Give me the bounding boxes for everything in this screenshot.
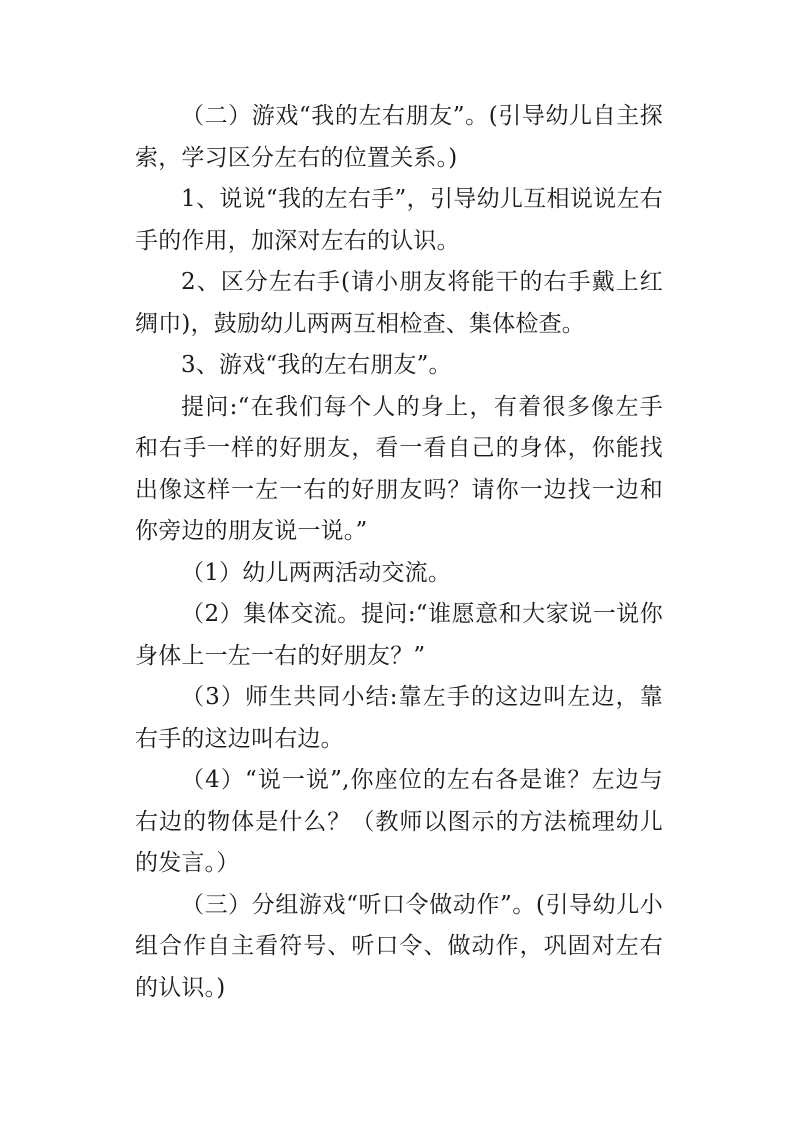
step-paragraph: 2、区分左右手(请小朋友将能干的右手戴上红绸巾)，鼓励幼儿两两互相检查、集体检查。: [135, 269, 663, 337]
substep-paragraph: （4）“说一说”,你座位的左右各是谁？左边与右边的物体是什么？（教师以图示的方法梳理幼儿的发言。）: [135, 767, 663, 876]
substep-paragraph: （3）师生共同小结:靠左手的这边叫左边，靠右手的这边叫右边。: [135, 684, 663, 752]
section-heading-group-game: （三）分组游戏“听口令做动作”。(引导幼儿小组合作自主看符号、听口令、做动作，巩固对左右的认识。): [135, 891, 663, 1001]
step-paragraph: 3、游戏“我的左右朋友”。: [181, 352, 452, 378]
question-paragraph: 提问:“在我们每个人的身上，有着很多像左手和右手一样的好朋友，看一看自己的身体，你能找出像这样一左一右的好朋友吗？请你一边找一边和你旁边的朋友说一说。”: [135, 393, 663, 544]
document-body: [135, 96, 663, 1009]
substep-paragraph: （2）集体交流。提问:“谁愿意和大家说一说你身体上一左一右的好朋友？”: [135, 601, 663, 669]
step-paragraph: 1、说说“我的左右手”，引导幼儿互相说说左右手的作用，加深对左右的认识。: [135, 186, 663, 254]
section-heading-game: （二）游戏“我的左右朋友”。(引导幼儿自主探索，学习区分左右的位置关系。): [135, 103, 663, 171]
substep-paragraph: （1）幼儿两两活动交流。: [181, 559, 452, 586]
